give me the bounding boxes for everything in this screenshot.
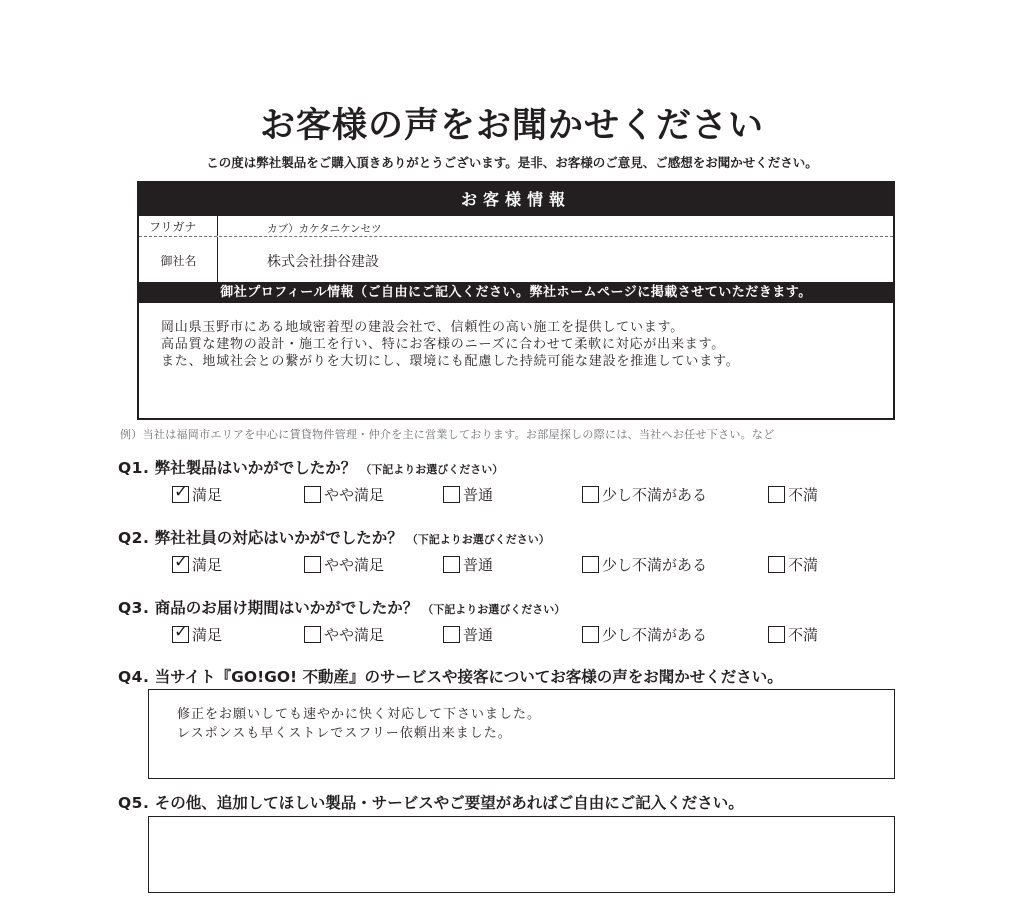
option-label: 満足 [192,626,223,644]
answer-line: レスポンスも早くストレでスフリー依頼出来ました。 [177,726,512,741]
option-4[interactable] [768,484,818,505]
profile-header: 御社プロフィール情報（ご自由にご記入ください。弊社ホームページに掲載させていただきます。 [139,282,893,303]
company-name-row [139,237,893,282]
checkbox[interactable] [172,622,189,643]
option-label: 少し不満がある [602,486,708,504]
option-3[interactable] [582,554,707,575]
company-name-label: 御社名 [160,254,197,268]
option-1[interactable] [304,554,384,575]
option-3[interactable] [582,484,707,505]
page-subtitle: この度は弊社製品をご購入頂きありがとうございます。是非、お客様のご意見、ご感想をお聞かせください。 [206,155,818,170]
question-number: Q4. [118,668,150,686]
checkbox[interactable] [443,556,460,573]
checkbox[interactable] [582,556,599,573]
checkbox[interactable] [768,626,785,643]
example-note: 例）当社は福岡市エリアを中心に賃貸物件管理・仲介を主に営業しております。お部屋探しの際には、当社へお任せ下さい。など [120,428,775,441]
question-number: Q2. [118,529,150,547]
question-3 [118,596,565,618]
checkbox[interactable] [768,556,785,573]
checkmark-icon: ✓ [174,482,189,502]
profile-line: また、地域社会との繋がりを大切にし、環境にも配慮した持続可能な建設を推進しています。 [161,354,740,369]
question-text: 弊社社員の対応はいかがでしたか？ [154,529,403,547]
option-4[interactable] [768,554,818,575]
answer-line: 修正をお願いしても速やかに快く対応して下さいました。 [177,707,542,722]
option-label: 満足 [192,556,223,574]
customer-info-header: お客様情報 [139,183,893,216]
question-text: 弊社製品はいかがでしたか？ [154,459,357,477]
question-4 [118,665,783,687]
option-label: 少し不満がある [602,626,708,644]
option-2[interactable] [443,624,493,645]
checkbox[interactable] [304,556,321,573]
option-4[interactable] [768,624,818,645]
checkbox[interactable] [172,482,189,503]
question-number: Q1. [118,459,150,477]
profile-line: 高品質な建物の設計・施工を行い、特にお客様のニーズに合わせて柔軟に対応が出来ます。 [161,337,726,352]
option-1[interactable] [304,624,384,645]
profile-text-field[interactable] [161,319,740,370]
company-name-field[interactable]: 株式会社掛谷建設 [267,254,379,270]
option-1[interactable] [304,484,384,505]
customer-info-box [137,181,895,420]
option-label: 少し不満がある [602,556,708,574]
q5-answer-field[interactable] [148,816,895,893]
page-title: お客様の声をお聞かせください [259,106,764,146]
question-text: その他、追加してほしい製品・サービスやご要望があればご自由にご記入ください。 [154,794,744,812]
option-label: 不満 [788,556,819,574]
checkbox[interactable] [443,486,460,503]
question-text: 当サイト『GO!GO! 不動産』のサービスや接客についてお客様の声をお聞かせください。 [154,668,783,686]
checkmark-icon: ✓ [174,552,189,572]
checkbox[interactable] [443,626,460,643]
checkbox[interactable] [172,552,189,573]
option-0[interactable] [172,554,222,575]
option-label: 普通 [463,626,494,644]
question-number: Q3. [118,599,150,617]
option-2[interactable] [443,484,493,505]
question-number: Q5. [118,794,150,812]
checkbox[interactable] [304,486,321,503]
option-label: やや満足 [324,626,385,644]
option-3[interactable] [582,624,707,645]
option-label: やや満足 [324,486,385,504]
question-text: 商品のお届け期間はいかがでしたか？ [154,599,419,617]
option-label: 不満 [788,626,819,644]
question-5 [118,791,744,813]
question-1 [118,456,503,478]
checkbox[interactable] [304,626,321,643]
option-label: 満足 [192,486,223,504]
option-label: 普通 [463,486,494,504]
option-label: やや満足 [324,556,385,574]
question-note: （下記よりお選びください） [406,533,550,546]
option-label: 普通 [463,556,494,574]
question-note: （下記よりお選びください） [360,463,504,476]
furigana-field[interactable]: カブ）カケタニケンセツ [267,223,382,235]
checkbox[interactable] [768,486,785,503]
option-2[interactable] [443,554,493,575]
question-note: （下記よりお選びください） [422,603,566,616]
option-0[interactable] [172,484,222,505]
checkmark-icon: ✓ [174,622,189,642]
profile-line: 岡山県玉野市にある地域密着型の建設会社で、信頼性の高い施工を提供しています。 [161,320,685,335]
option-0[interactable] [172,624,222,645]
furigana-row [139,216,893,237]
option-label: 不満 [788,486,819,504]
question-2 [118,526,550,548]
q4-answer-field[interactable] [148,689,895,779]
checkbox[interactable] [582,626,599,643]
checkbox[interactable] [582,486,599,503]
furigana-label: フリガナ [149,220,197,234]
